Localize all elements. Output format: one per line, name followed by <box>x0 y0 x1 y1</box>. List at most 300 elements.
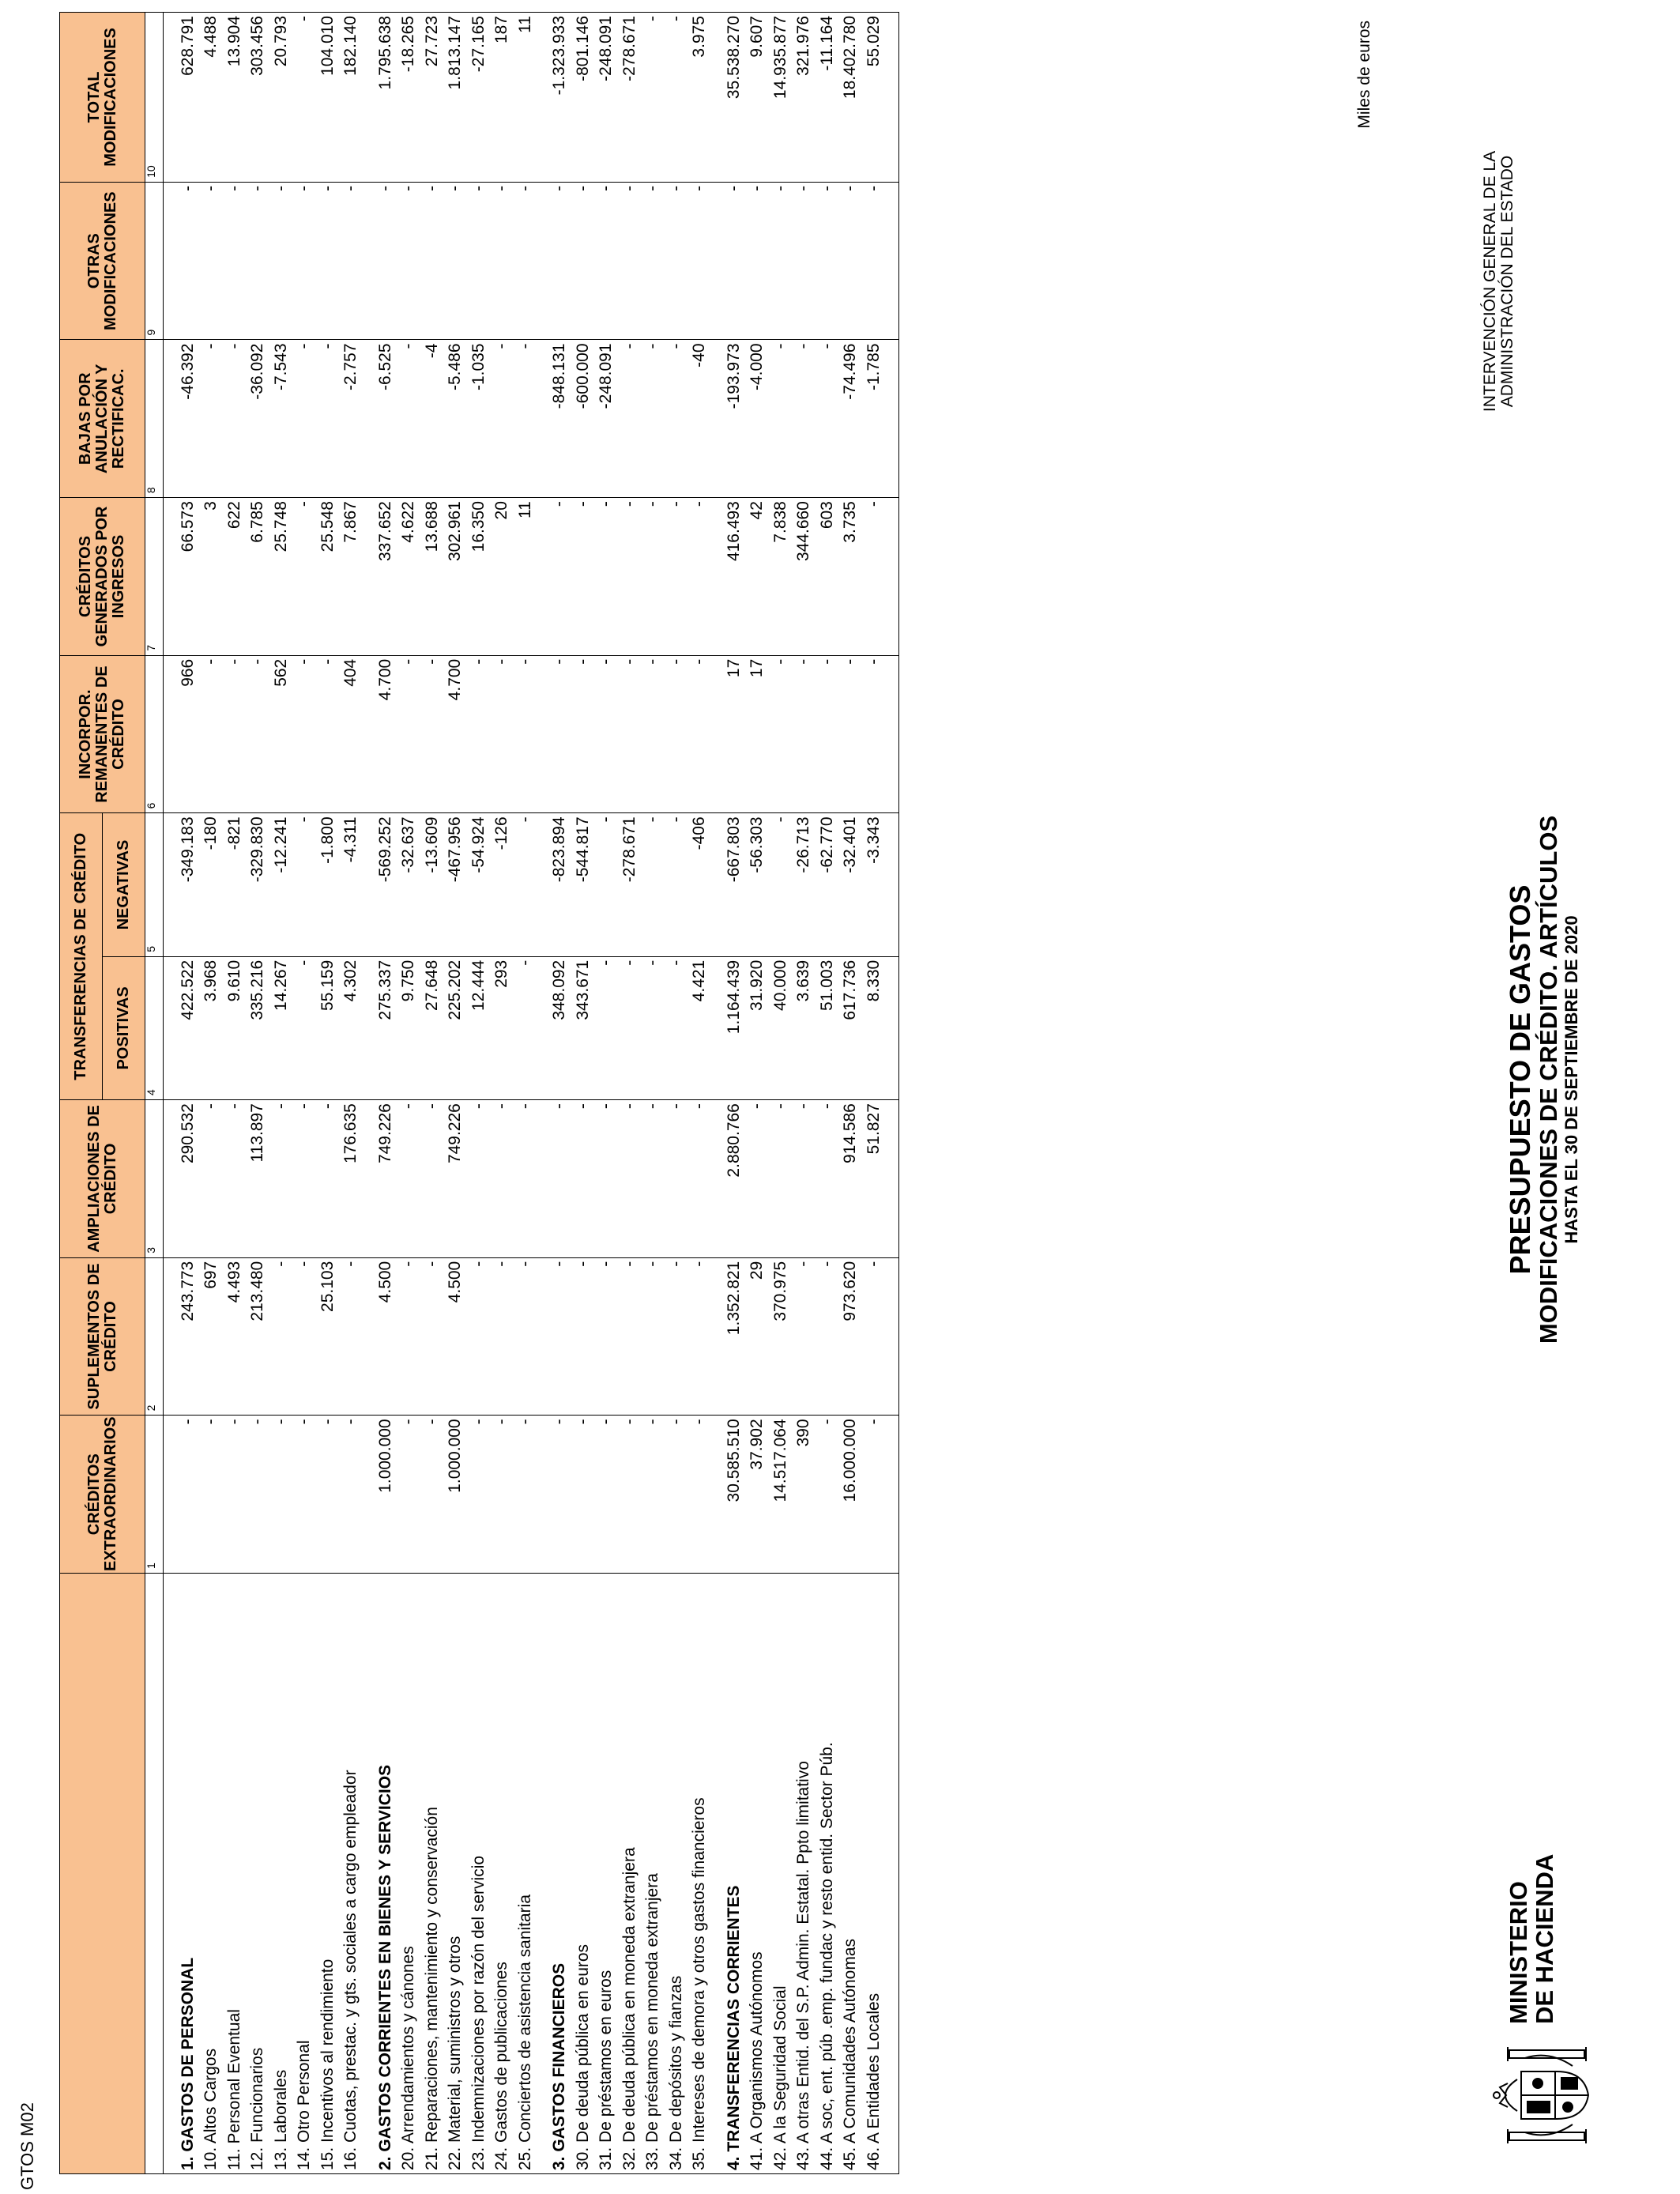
value-cell: 3.968 <box>200 956 224 1099</box>
value-cell <box>537 655 548 813</box>
table-row <box>444 13 468 2174</box>
value-cell: - <box>293 1100 317 1258</box>
table-row <box>514 13 537 2174</box>
value-cell: -13.609 <box>420 813 444 956</box>
value-cell: 31.920 <box>746 956 770 1099</box>
value-cell: - <box>571 182 595 340</box>
value-cell: 14.935.877 <box>769 13 793 183</box>
header-bajas: BAJAS POR ANULACIÓN Y RECTIFICAC. <box>60 340 145 498</box>
value-cell: - <box>665 956 688 1099</box>
footer-code: GTOS M02 <box>17 2102 37 2190</box>
value-cell: 176.635 <box>340 1100 363 1258</box>
group-total-row <box>176 13 200 2174</box>
value-cell: - <box>746 1100 770 1258</box>
header-concept <box>60 1574 145 2174</box>
value-cell <box>363 498 374 656</box>
value-cell: - <box>420 182 444 340</box>
value-cell: 1.813.147 <box>444 13 468 183</box>
value-cell: -180 <box>200 813 224 956</box>
value-cell: - <box>247 182 270 340</box>
value-cell: 243.773 <box>176 1257 200 1416</box>
table-row <box>247 13 270 2174</box>
table-row <box>467 13 491 2174</box>
value-cell: 390 <box>793 1416 816 1574</box>
value-cell: -349.183 <box>176 813 200 956</box>
value-cell: - <box>340 1416 363 1574</box>
value-cell: - <box>665 655 688 813</box>
value-cell: 321.976 <box>793 13 816 183</box>
row-label: 46. A Entidades Locales <box>862 1574 886 2174</box>
value-cell: 29 <box>746 1257 770 1416</box>
column-number: 5 <box>145 813 164 956</box>
value-cell: 416.493 <box>722 498 746 656</box>
value-cell: - <box>595 1100 619 1258</box>
value-cell <box>363 813 374 956</box>
value-cell: - <box>793 1100 816 1258</box>
value-cell: 55.159 <box>316 956 340 1099</box>
table-row <box>769 13 793 2174</box>
value-cell: 104.010 <box>316 13 340 183</box>
row-label: 16. Cuotas, prestac. y gts. sociales a cargo empleador <box>340 1574 363 2174</box>
budget-table <box>59 12 899 2174</box>
coat-of-arms-icon <box>1486 2036 1604 2154</box>
value-cell: -406 <box>688 813 712 956</box>
value-cell: 14.267 <box>269 956 293 1099</box>
value-cell: -4 <box>420 340 444 498</box>
value-cell: - <box>839 655 863 813</box>
igae-line-2: ADMINISTRACIÓN DEL ESTADO <box>1498 155 1516 408</box>
value-cell: - <box>595 498 619 656</box>
value-cell: - <box>467 1416 491 1574</box>
value-cell: - <box>618 1416 642 1574</box>
row-label: 14. Otro Personal <box>293 1574 317 2174</box>
header-otras: OTRAS MODIFICACIONES <box>60 182 145 340</box>
row-label: 30. De deuda pública en euros <box>571 1574 595 2174</box>
value-cell: - <box>665 13 688 183</box>
value-cell <box>164 655 177 813</box>
value-cell: - <box>571 1416 595 1574</box>
value-cell: - <box>862 655 886 813</box>
value-cell: - <box>397 182 421 340</box>
value-cell: -467.956 <box>444 813 468 956</box>
value-cell: - <box>293 182 317 340</box>
value-cell: -1.323.933 <box>548 13 572 183</box>
row-label: 13. Laborales <box>269 1574 293 2174</box>
value-cell <box>537 1100 548 1258</box>
value-cell: - <box>688 1416 712 1574</box>
value-cell: -12.241 <box>269 813 293 956</box>
column-number: 8 <box>145 340 164 498</box>
value-cell: - <box>514 1257 537 1416</box>
group-total-row <box>722 13 746 2174</box>
value-cell: 3.735 <box>839 498 863 656</box>
row-label: 43. A otras Entid. del S.P. Admin. Estatal. Ppto limitativo <box>793 1574 816 2174</box>
value-cell <box>886 1257 899 1416</box>
value-cell: 4.421 <box>688 956 712 1099</box>
value-cell: -46.392 <box>176 340 200 498</box>
value-cell <box>164 498 177 656</box>
value-cell: 18.402.780 <box>839 13 863 183</box>
value-cell: 343.671 <box>571 956 595 1099</box>
row-label: 2. GASTOS CORRIENTES EN BIENES Y SERVICIOS <box>374 1574 397 2174</box>
value-cell: - <box>618 182 642 340</box>
column-number: 1 <box>145 1416 164 1574</box>
value-cell: - <box>316 655 340 813</box>
value-cell: - <box>571 655 595 813</box>
value-cell: - <box>595 182 619 340</box>
value-cell: 914.586 <box>839 1100 863 1258</box>
value-cell: - <box>200 655 224 813</box>
value-cell: 4.500 <box>374 1257 397 1416</box>
value-cell: -569.252 <box>374 813 397 956</box>
value-cell: - <box>293 956 317 1099</box>
spacer-row <box>886 13 899 2174</box>
value-cell: 4.622 <box>397 498 421 656</box>
value-cell: 55.029 <box>862 13 886 183</box>
value-cell: -848.131 <box>548 340 572 498</box>
value-cell: - <box>316 340 340 498</box>
value-cell: - <box>467 655 491 813</box>
value-cell <box>537 340 548 498</box>
column-number: 6 <box>145 655 164 813</box>
column-number: 7 <box>145 498 164 656</box>
row-label: 42. A la Seguridad Social <box>769 1574 793 2174</box>
value-cell: 30.585.510 <box>722 1416 746 1574</box>
value-cell: - <box>862 1257 886 1416</box>
value-cell: - <box>816 1100 839 1258</box>
value-cell: - <box>293 1257 317 1416</box>
value-cell: - <box>839 182 863 340</box>
value-cell: - <box>722 182 746 340</box>
value-cell: - <box>862 498 886 656</box>
value-cell: - <box>665 340 688 498</box>
column-number: 4 <box>145 956 164 1099</box>
value-cell <box>164 13 177 183</box>
value-cell: 404 <box>340 655 363 813</box>
value-cell: 1.164.439 <box>722 956 746 1099</box>
value-cell: 4.500 <box>444 1257 468 1416</box>
value-cell: -56.303 <box>746 813 770 956</box>
igae-label <box>1482 139 1516 424</box>
row-label <box>711 1574 722 2174</box>
value-cell: -801.146 <box>571 13 595 183</box>
row-label: 35. Intereses de demora y otros gastos financieros <box>688 1574 712 2174</box>
value-cell: - <box>176 182 200 340</box>
value-cell <box>164 1416 177 1574</box>
value-cell <box>711 13 722 183</box>
value-cell: - <box>293 813 317 956</box>
value-cell <box>711 655 722 813</box>
row-label: 4. TRANSFERENCIAS CORRIENTES <box>722 1574 746 2174</box>
value-cell: 187 <box>491 13 514 183</box>
value-cell: -62.770 <box>816 813 839 956</box>
value-cell: - <box>491 1416 514 1574</box>
value-cell: 8.330 <box>862 956 886 1099</box>
value-cell: - <box>595 813 619 956</box>
value-cell <box>711 1100 722 1258</box>
value-cell: -329.830 <box>247 813 270 956</box>
value-cell: 25.103 <box>316 1257 340 1416</box>
value-cell: 617.736 <box>839 956 863 1099</box>
value-cell <box>537 813 548 956</box>
header-suplementos: SUPLEMENTOS DE CRÉDITO <box>60 1257 145 1416</box>
value-cell: - <box>665 1257 688 1416</box>
value-cell: - <box>316 1100 340 1258</box>
row-label: 45. A Comunidades Autónomas <box>839 1574 863 2174</box>
value-cell <box>537 182 548 340</box>
row-label: 11. Personal Eventual <box>223 1574 247 2174</box>
value-cell: - <box>397 340 421 498</box>
row-label <box>537 1574 548 2174</box>
value-cell: 4.302 <box>340 956 363 1099</box>
value-cell: 7.867 <box>340 498 363 656</box>
value-cell <box>886 498 899 656</box>
table-row <box>420 13 444 2174</box>
value-cell: -18.265 <box>397 13 421 183</box>
value-cell: - <box>491 655 514 813</box>
table-row <box>665 13 688 2174</box>
value-cell <box>164 182 177 340</box>
value-cell: 113.897 <box>247 1100 270 1258</box>
value-cell: - <box>618 498 642 656</box>
value-cell: - <box>618 340 642 498</box>
value-cell <box>711 813 722 956</box>
value-cell: - <box>514 655 537 813</box>
value-cell: 4.488 <box>200 13 224 183</box>
spacer-row <box>164 13 177 2174</box>
value-cell: - <box>862 1416 886 1574</box>
column-number: 3 <box>145 1100 164 1258</box>
value-cell: -1.035 <box>467 340 491 498</box>
value-cell: 17 <box>722 655 746 813</box>
value-cell: 16.350 <box>467 498 491 656</box>
row-label: 44. A soc, ent. púb .emp. fundac y resto entid. Sector Púb. <box>816 1574 839 2174</box>
value-cell <box>537 498 548 656</box>
value-cell: -36.092 <box>247 340 270 498</box>
value-cell: -2.757 <box>340 340 363 498</box>
value-cell: 14.517.064 <box>769 1416 793 1574</box>
value-cell: - <box>618 956 642 1099</box>
header-generados: CRÉDITOS GENERADOS POR INGRESOS <box>60 498 145 656</box>
table-row <box>269 13 293 2174</box>
group-total-row <box>548 13 572 2174</box>
value-cell: -6.525 <box>374 340 397 498</box>
value-cell: 27.723 <box>420 13 444 183</box>
value-cell: 225.202 <box>444 956 468 1099</box>
value-cell: 3.639 <box>793 956 816 1099</box>
value-cell: - <box>514 956 537 1099</box>
value-cell: - <box>200 1100 224 1258</box>
value-cell <box>164 813 177 956</box>
value-cell: - <box>642 1257 665 1416</box>
value-cell: - <box>688 655 712 813</box>
value-cell: - <box>688 1257 712 1416</box>
value-cell: - <box>642 813 665 956</box>
value-cell: - <box>548 498 572 656</box>
value-cell: 27.648 <box>420 956 444 1099</box>
value-cell: - <box>247 655 270 813</box>
header-ampliaciones: AMPLIACIONES DE CRÉDITO <box>60 1100 145 1258</box>
value-cell <box>164 956 177 1099</box>
value-cell: -248.091 <box>595 340 619 498</box>
value-cell: - <box>688 1100 712 1258</box>
header-incorporaciones: INCORPOR. REMANENTES DE CRÉDITO <box>60 655 145 813</box>
value-cell: - <box>491 1257 514 1416</box>
value-cell: - <box>514 1416 537 1574</box>
value-cell: - <box>595 1257 619 1416</box>
igae-line-1: INTERVENCIÓN GENERAL DE LA <box>1481 150 1499 413</box>
value-cell <box>537 13 548 183</box>
value-cell: - <box>491 1100 514 1258</box>
value-cell: - <box>269 1100 293 1258</box>
value-cell: 35.538.270 <box>722 13 746 183</box>
value-cell: - <box>595 956 619 1099</box>
value-cell: - <box>642 13 665 183</box>
value-cell: 4.700 <box>444 655 468 813</box>
value-cell: 25.748 <box>269 498 293 656</box>
value-cell: 4.493 <box>223 1257 247 1416</box>
value-cell: 973.620 <box>839 1257 863 1416</box>
value-cell <box>164 1257 177 1416</box>
value-cell <box>363 1416 374 1574</box>
value-cell: - <box>769 813 793 956</box>
header-creditos-extraordinarios: CRÉDITOS EXTRAORDINARIOS <box>60 1416 145 1574</box>
value-cell: -26.713 <box>793 813 816 956</box>
value-cell: - <box>688 182 712 340</box>
table-row <box>340 13 363 2174</box>
value-cell: - <box>769 340 793 498</box>
value-cell: 9.607 <box>746 13 770 183</box>
value-cell: -4.000 <box>746 340 770 498</box>
value-cell <box>886 655 899 813</box>
spacer-row <box>537 13 548 2174</box>
value-cell: 422.522 <box>176 956 200 1099</box>
value-cell: -600.000 <box>571 340 595 498</box>
value-cell: 51.003 <box>816 956 839 1099</box>
row-label: 41. A Organismos Autónomos <box>746 1574 770 2174</box>
value-cell: - <box>420 1100 444 1258</box>
value-cell: - <box>816 1257 839 1416</box>
value-cell <box>363 655 374 813</box>
value-cell: - <box>420 655 444 813</box>
value-cell: - <box>665 498 688 656</box>
value-cell: - <box>642 956 665 1099</box>
value-cell: 4.700 <box>374 655 397 813</box>
row-label: 1. GASTOS DE PERSONAL <box>176 1574 200 2174</box>
value-cell: - <box>340 182 363 340</box>
value-cell: 213.480 <box>247 1257 270 1416</box>
table-row <box>746 13 770 2174</box>
value-cell <box>164 340 177 498</box>
row-label: 10. Altos Cargos <box>200 1574 224 2174</box>
value-cell: - <box>397 1257 421 1416</box>
value-cell: 9.610 <box>223 956 247 1099</box>
value-cell: - <box>316 182 340 340</box>
value-cell: - <box>816 655 839 813</box>
value-cell: - <box>397 1416 421 1574</box>
value-cell: -1.800 <box>316 813 340 956</box>
value-cell: - <box>642 498 665 656</box>
value-cell: - <box>340 1257 363 1416</box>
value-cell: 697 <box>200 1257 224 1416</box>
row-label: 34. De depósitos y fianzas <box>665 1574 688 2174</box>
value-cell <box>886 1416 899 1574</box>
value-cell: - <box>665 1416 688 1574</box>
value-cell: - <box>769 655 793 813</box>
row-label: 33. De préstamos en moneda extranjera <box>642 1574 665 2174</box>
value-cell <box>711 1416 722 1574</box>
value-cell: - <box>793 182 816 340</box>
value-cell <box>711 956 722 1099</box>
value-cell: -54.924 <box>467 813 491 956</box>
row-label: 23. Indemnizaciones por razón del servicio <box>467 1574 491 2174</box>
table-row <box>293 13 317 2174</box>
value-cell <box>537 1257 548 1416</box>
value-cell: - <box>571 1100 595 1258</box>
value-cell: 603 <box>816 498 839 656</box>
value-cell: 6.785 <box>247 498 270 656</box>
value-cell: 37.902 <box>746 1416 770 1574</box>
value-cell: - <box>816 182 839 340</box>
value-cell: 749.226 <box>374 1100 397 1258</box>
value-cell: - <box>491 182 514 340</box>
column-number: 9 <box>145 182 164 340</box>
value-cell: 12.444 <box>467 956 491 1099</box>
value-cell: 25.548 <box>316 498 340 656</box>
value-cell: 3 <box>200 498 224 656</box>
value-cell: - <box>293 340 317 498</box>
value-cell: - <box>595 1416 619 1574</box>
table-row <box>397 13 421 2174</box>
value-cell <box>537 1416 548 1574</box>
value-cell <box>886 182 899 340</box>
value-cell: - <box>514 813 537 956</box>
header-positivas: POSITIVAS <box>103 956 145 1099</box>
value-cell: -1.785 <box>862 340 886 498</box>
row-label: 32. De deuda pública en moneda extranjera <box>618 1574 642 2174</box>
column-number: 10 <box>145 13 164 183</box>
value-cell: - <box>444 182 468 340</box>
row-label: 25. Conciertos de asistencia sanitaria <box>514 1574 537 2174</box>
value-cell: -667.803 <box>722 813 746 956</box>
value-cell: - <box>514 340 537 498</box>
value-cell <box>711 498 722 656</box>
value-cell: -32.401 <box>839 813 863 956</box>
value-cell: - <box>793 1257 816 1416</box>
table-row <box>595 13 619 2174</box>
value-cell: 3.975 <box>688 13 712 183</box>
value-cell: -32.637 <box>397 813 421 956</box>
row-label: 12. Funcionarios <box>247 1574 270 2174</box>
value-cell <box>363 1100 374 1258</box>
value-cell: 275.337 <box>374 956 397 1099</box>
row-label: 15. Incentivos al rendimiento <box>316 1574 340 2174</box>
value-cell: - <box>491 340 514 498</box>
value-cell: 302.961 <box>444 498 468 656</box>
value-cell: - <box>618 1100 642 1258</box>
value-cell: 303.456 <box>247 13 270 183</box>
value-cell <box>886 1100 899 1258</box>
value-cell: 13.688 <box>420 498 444 656</box>
value-cell: - <box>665 813 688 956</box>
value-cell: -27.165 <box>467 13 491 183</box>
value-cell: - <box>793 340 816 498</box>
value-cell: - <box>793 655 816 813</box>
row-label: 21. Reparaciones, mantenimiento y conservación <box>420 1574 444 2174</box>
row-label: 24. Gastos de publicaciones <box>491 1574 514 2174</box>
value-cell: - <box>269 1257 293 1416</box>
value-cell: - <box>642 1100 665 1258</box>
